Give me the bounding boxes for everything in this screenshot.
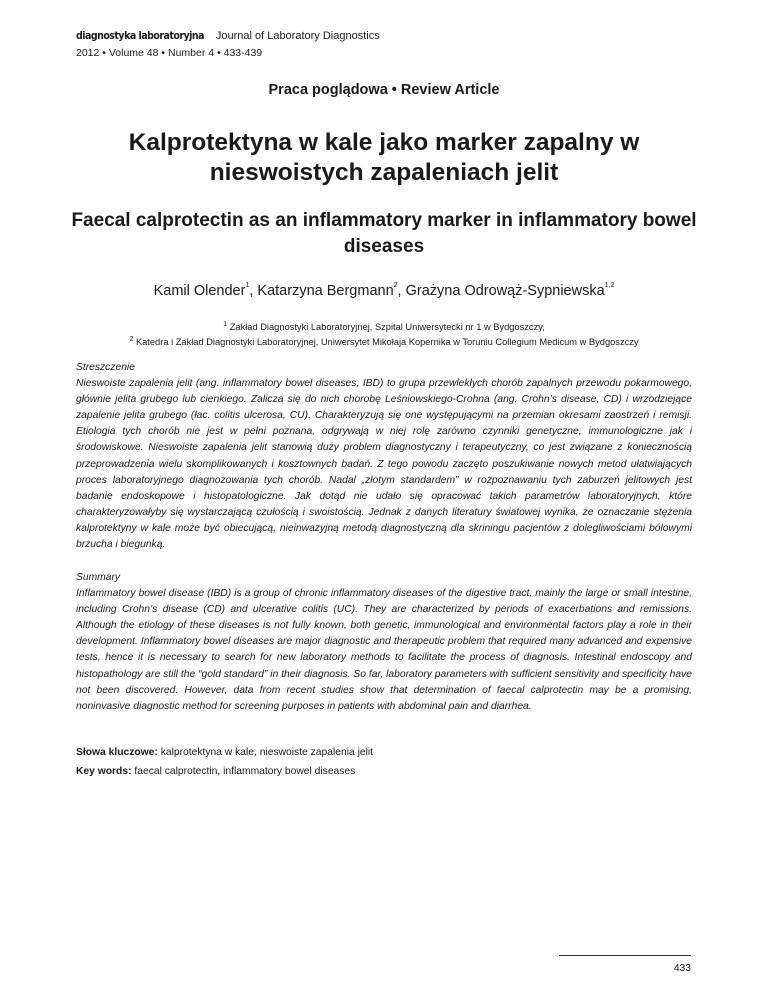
author-affiliation-mark: 1,2 bbox=[604, 282, 615, 289]
journal-header bbox=[76, 28, 380, 61]
affiliation bbox=[0, 322, 768, 332]
footer-divider bbox=[559, 955, 691, 956]
abstract-text: Inflammatory bowel disease (IBD) is a group of chronic inflammatory diseases of the digestive tract, mainly the large or small intestine, including Crohn’s disease (CD) and ulcerative colitis (UC). They are characterized by periods of exacerbations and remissions. Although the etiology of these diseases is not fully known, both genetic, immunological and environmental factors play a role in their development. Inflammatory bowel diseases are major diagnostic and therapeutic problem that required many advanced and expensive tests, hence it is necessary to search for new laboratory methods to facilitate the process of diagnosis. Intestinal endoscopy and histopathology are still the “gold standard” in their diagnosis. So far, laboratory parameters with sufficient sensitivity and specificity have not been discovered. However, data from recent studies show that determination of faecal calprotectin may be a promising, noninvasive diagnostic method for screening purposes in patients with abdominal pain and diarrhea. bbox=[76, 588, 692, 712]
abstract-heading: Streszczenie bbox=[76, 362, 135, 373]
abstract-text: Nieswoiste zapalenia jelit (ang. inflammatory bowel diseases, IBD) to grupa przewlekłych chorób zapalnych przewodu pokarmowego, głównie jelita grubego lub cienkiego. Zalicza się do nich chorobę Leśniowskiego-Crohna (ang. Crohn’s disease, CD) i wrzodziejące zapalenie jelita grubego (łac. colitis ulcerosa, CU). Charakteryzują się one występującymi na przemian okresami zaostrzeń i remisji. Etiologia tych chorób nie jest w pełni poznana, odgrywają w niej rolę zarówno czynniki genetyczne, immunologiczne jak i środowiskowe. Nieswoiste zapalenia jelit stanowią duży problem diagnostyczny i terapeutyczny, co jest związane z koniecznością przeprowadzenia wielu skomplikowanych i kosztownych badań. Z tego powodu zaczęto poszukiwanie nowych metod ułatwiających proces laboratoryjnego diagnozowania tych chorób. Nadal „złotym standardem” w rozpoznawaniu tych zaburzeń jelitowych jest badanie endoskopowe i histopatologiczne. Jak dotąd nie udało się opracować takich parametrów laboratoryjnych, które charakteryzowałyby się wystarczającą czułością i swoistością. Jednak z danych literatury światowej wynika, że oznaczanie stężenia kalprotektyny w kale może być obiecującą, nieinwazyjną metodą diagnostyczną dla skriningu pacjentów z dolegliwościami bólowymi brzucha i biegunką. bbox=[76, 378, 692, 551]
title-polish: Kalprotektyna w kale jako marker zapalny w nieswoistych zapaleniach jelit bbox=[128, 129, 640, 186]
keywords-label: Słowa kluczowe: bbox=[76, 747, 158, 758]
author-name: Grażyna Odrowąż-Sypniewska bbox=[405, 283, 605, 299]
page-number: 433 bbox=[673, 963, 691, 974]
journal-brand: diagnostyka laboratoryjna bbox=[76, 29, 204, 42]
affiliation-mark: 2 bbox=[129, 336, 134, 343]
keywords-polish bbox=[76, 747, 692, 758]
affiliation-text: Katedra i Zakład Diagnostyki Laboratoryjnej, Uniwersytet Mikołaja Kopernika w Toruniu Collegium Medicum w Bydgoszczy bbox=[135, 337, 639, 347]
affiliation-text: Zakład Diagnostyki Laboratoryjnej, Szpital Uniwersytecki nr 1 w Bydgoszczy, bbox=[229, 322, 545, 332]
journal-name: Journal of Laboratory Diagnostics bbox=[215, 30, 380, 42]
title-english: Faecal calprotectin as an inflammatory marker in inflammatory bowel diseases bbox=[71, 210, 697, 257]
keywords-english bbox=[76, 766, 692, 777]
author-name: Kamil Olender bbox=[153, 283, 246, 299]
affiliation bbox=[0, 337, 768, 347]
article-type: Praca poglądowa • Review Article bbox=[268, 82, 500, 98]
keywords-text: faecal calprotectin, inflammatory bowel diseases bbox=[134, 766, 356, 777]
affiliation-mark: 1 bbox=[223, 321, 228, 328]
keywords-label: Key words: bbox=[76, 766, 132, 777]
author-affiliation-mark: 2 bbox=[393, 282, 398, 289]
keywords-text: kalprotektyna w kale, nieswoiste zapalenia jelit bbox=[160, 747, 374, 758]
author-list: Kamil Olender$^1$, Katarzyna Bergmann$^2$, Grażyna Odrowąż-Sypniewska$^{1,2}$ bbox=[153, 282, 615, 299]
abstract-english bbox=[76, 570, 692, 715]
abstract-polish bbox=[76, 360, 692, 553]
author-name: Katarzyna Bergmann bbox=[257, 283, 394, 299]
author-affiliation-mark: 1 bbox=[245, 282, 250, 289]
abstract-heading: Summary bbox=[76, 572, 121, 583]
journal-title-line bbox=[76, 28, 380, 44]
journal-volume-line: 2012 • Volume 48 • Number 4 • 433-439 bbox=[76, 47, 263, 59]
